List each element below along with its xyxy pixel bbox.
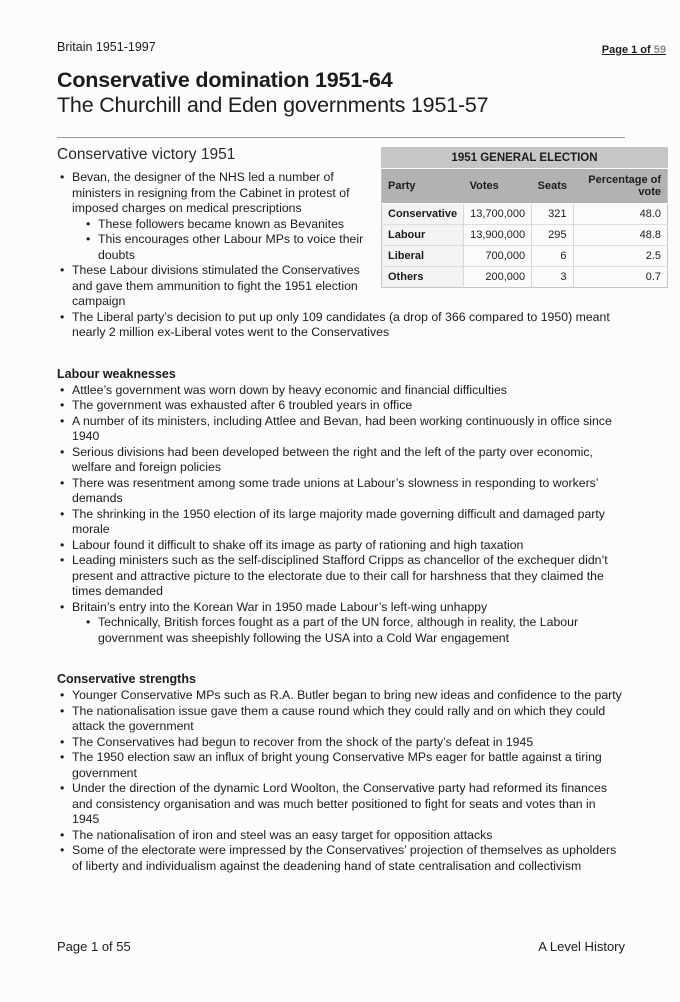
percentage-cell: 48.0 (573, 204, 667, 225)
bullet-item: • Bevan, the designer of the NHS led a number of ministers in resigning from the Cabinet in protest of imposed charges on medical prescriptions (57, 170, 625, 217)
top-page-reference-number: 59 (653, 44, 666, 56)
bullet-item: • Labour found it difficult to shake off its image as party of rationing and high taxation (57, 538, 625, 554)
bullet-item: • Younger Conservative MPs such as R.A. Butler began to bring new ideas and confidence to the party (57, 688, 625, 704)
seats-cell: 295 (532, 225, 573, 246)
section-conservative-strengths (57, 672, 625, 874)
seats-cell: 3 (532, 267, 573, 288)
seats-cell: 321 (532, 204, 573, 225)
bullet-item: • Some of the electorate were impressed by the Conservatives’ projection of themselves as upholders of liberty and individualism against the deadening hand of state centralisation and collectivism (57, 843, 625, 874)
votes-cell: 700,000 (464, 246, 532, 267)
bullet-item: • Technically, British forces fought as a part of the UN force, although in reality, the Labour government was sheepishly following the USA into a Cold War engagement (57, 615, 625, 646)
bullet-item: • Serious divisions had been developed between the right and the left of the party over economic, welfare and foreign policies (57, 445, 625, 476)
bullet-item: • This encourages other Labour MPs to voice their doubts (57, 232, 625, 263)
bullet-item: • The 1950 election saw an influx of bright young Conservative MPs eager for battle against a tiring government (57, 750, 625, 781)
section-heading: Labour weaknesses (57, 366, 176, 381)
bullet-list (57, 170, 625, 341)
bullet-item: • Under the direction of the dynamic Lord Woolton, the Conservative party had reformed its finances and consistency organisation and was much better positioned to fight for seats and votes than in 1945 (57, 781, 625, 828)
party-cell: Labour (382, 225, 464, 246)
bullet-item: • Attlee’s government was worn down by heavy economic and financial difficulties (57, 383, 625, 399)
bullet-list (57, 688, 625, 874)
footer-page-number: Page 1 of 55 (57, 939, 131, 954)
section-heading: Conservative victory 1951 (57, 146, 236, 163)
bullet-item: • Britain’s entry into the Korean War in 1950 made Labour’s left-wing unhappy (57, 600, 625, 616)
page-title: Conservative domination 1951-64 (57, 68, 393, 92)
table-title-row (382, 148, 668, 169)
votes-cell: 200,000 (464, 267, 532, 288)
bullet-item: • The nationalisation issue gave them a cause round which they could rally and on which they could attack the government (57, 704, 625, 735)
party-cell: Liberal (382, 246, 464, 267)
bullet-list (57, 383, 625, 647)
bullet-item: • These Labour divisions stimulated the Conservatives and gave them ammunition to fight the 1951 election campaign (57, 263, 625, 310)
percentage-cell: 2.5 (573, 246, 667, 267)
column-header-votes: Votes (464, 169, 532, 204)
percentage-cell: 0.7 (573, 267, 667, 288)
votes-cell: 13,900,000 (464, 225, 532, 246)
column-header-percentage: Percentage of vote (573, 169, 667, 204)
votes-cell: 13,700,000 (464, 204, 532, 225)
top-page-reference (602, 44, 666, 56)
section-labour-weaknesses (57, 367, 625, 647)
course-label: Britain 1951-1997 (57, 40, 156, 54)
page (0, 40, 680, 1002)
bullet-item: • A number of its ministers, including Attlee and Bevan, had been working continuously in office since 1940 (57, 414, 625, 445)
bullet-item: • The Liberal party’s decision to put up only 109 candidates (a drop of 366 compared to 1950) meant nearly 2 million ex-Liberal votes went to the Conservatives (57, 310, 625, 341)
footer-course-name: A Level History (538, 939, 625, 954)
column-header-party: Party (382, 169, 464, 204)
column-header-seats: Seats (532, 169, 573, 204)
table-title: 1951 GENERAL ELECTION (382, 148, 668, 169)
percentage-cell: 48.8 (573, 225, 667, 246)
bullet-item: • The nationalisation of iron and steel was an easy target for opposition attacks (57, 828, 625, 844)
top-page-reference-prefix: Page 1 of (601, 44, 654, 56)
bullet-item: • The Conservatives had begun to recover from the shock of the party’s defeat in 1945 (57, 735, 625, 751)
party-cell: Conservative (382, 204, 464, 225)
bullet-item: • There was resentment among some trade unions at Labour’s slowness in responding to workers’ demands (57, 476, 625, 507)
section-heading: Conservative strengths (57, 672, 196, 686)
party-cell: Others (382, 267, 464, 288)
bullet-item: • The shrinking in the 1950 election of its large majority made governing difficult and damaged party morale (57, 507, 625, 538)
bullet-item: • These followers became known as Bevanites (57, 217, 625, 233)
seats-cell: 6 (532, 246, 573, 267)
page-subtitle: The Churchill and Eden governments 1951-57 (57, 92, 489, 117)
bullet-item: • The government was exhausted after 6 troubled years in office (57, 398, 625, 414)
page-footer (57, 939, 625, 954)
section-conservative-victory (57, 145, 661, 341)
divider (57, 137, 625, 138)
bullet-item: • Leading ministers such as the self-disciplined Stafford Cripps as chancellor of the exchequer didn’t present and attractive picture to the electorate due to their call for harshness that they claimed the times demanded (57, 553, 625, 600)
